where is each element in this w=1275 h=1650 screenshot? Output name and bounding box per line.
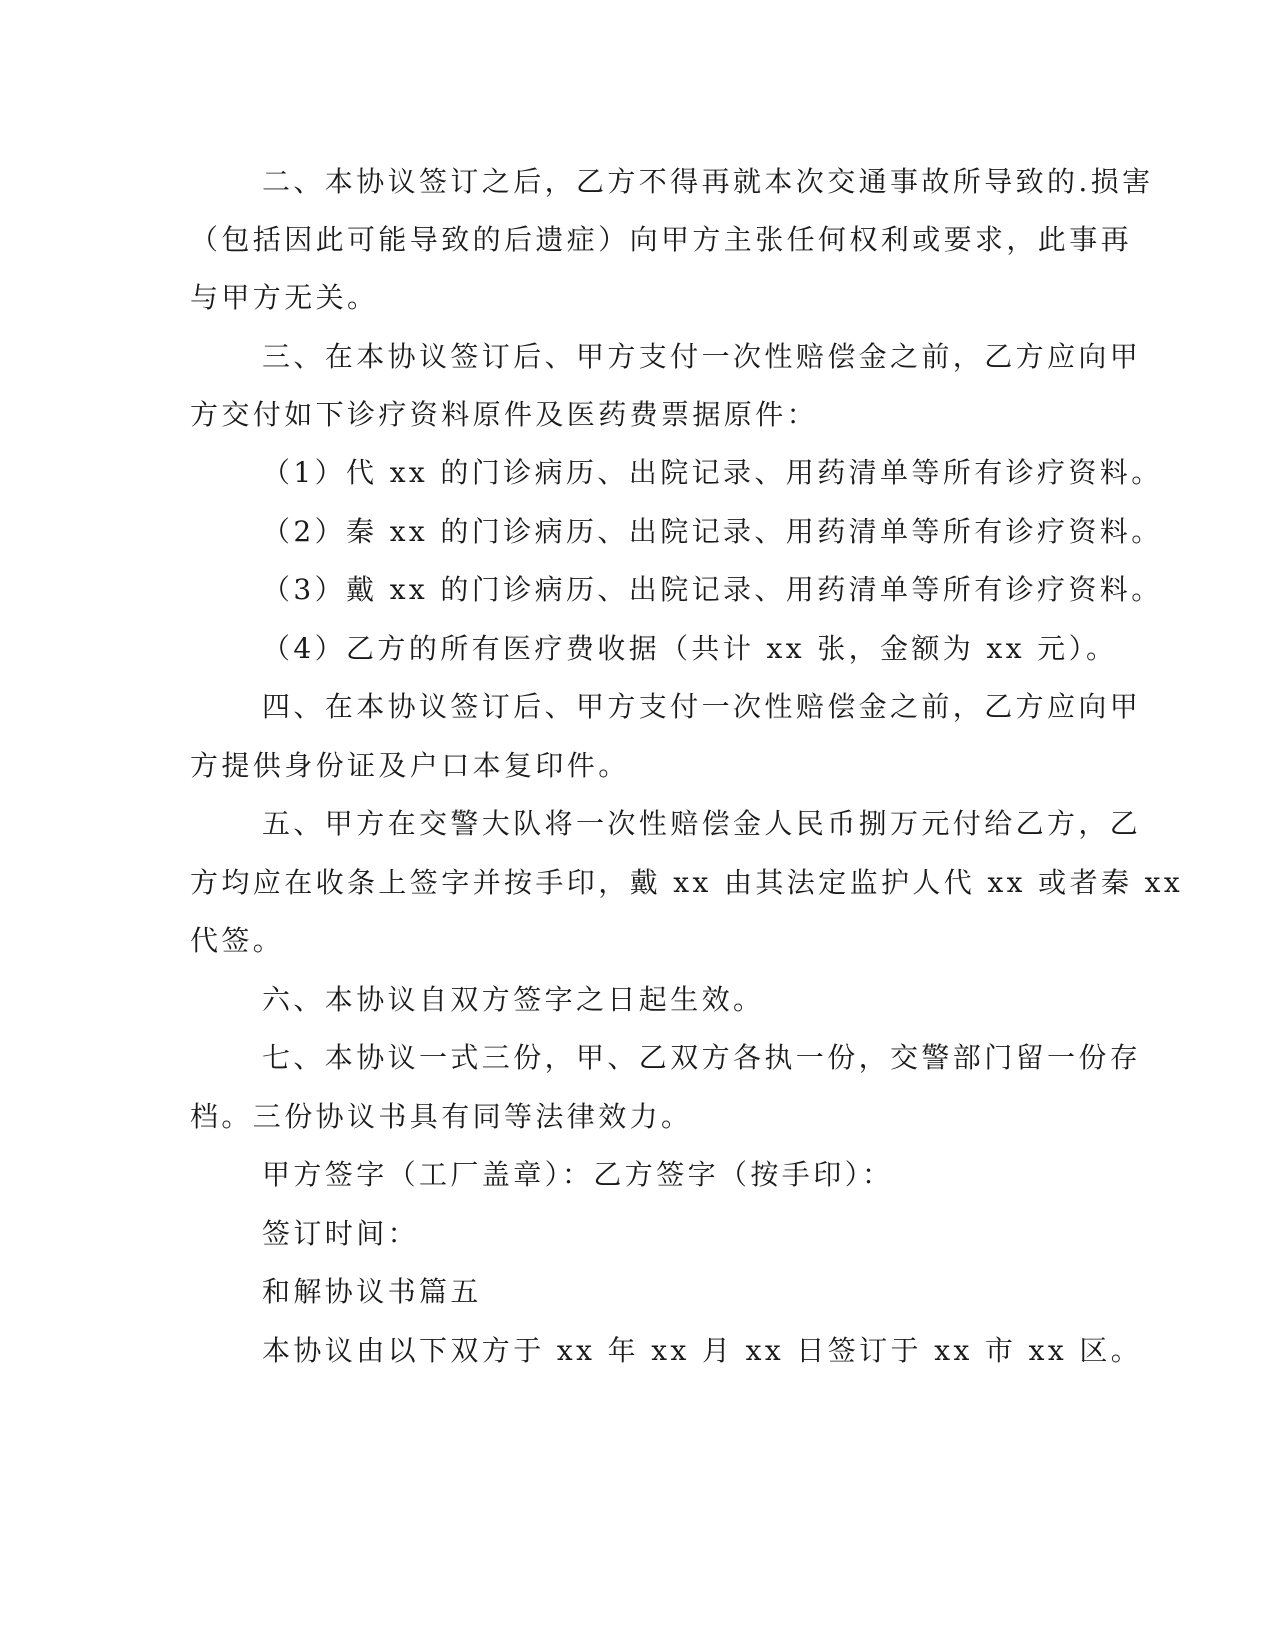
- paragraph-line: 代签。: [190, 924, 285, 957]
- paragraph-line: 七、本协议一式三份，甲、乙双方各执一份，交警部门留一份存: [262, 1041, 1142, 1074]
- section-title: 和解协议书篇五: [262, 1275, 482, 1308]
- list-item: （3）戴 xx 的门诊病历、出院记录、用药清单等所有诊疗资料。: [262, 573, 1163, 606]
- paragraph-line: 二、本协议签订之后，乙方不得再就本次交通事故所导致的.损害: [262, 165, 1154, 198]
- paragraph-line: 方提供身份证及户口本复印件。: [190, 749, 630, 782]
- paragraph-line: 方交付如下诊疗资料原件及医药费票据原件：: [190, 398, 819, 431]
- list-item: （4）乙方的所有医疗费收据（共计 xx 张，金额为 xx 元）。: [262, 632, 1118, 665]
- paragraph-line: 与甲方无关。: [190, 281, 379, 314]
- paragraph-line: 四、在本协议签订后、甲方支付一次性赔偿金之前，乙方应向甲: [262, 690, 1142, 723]
- signature-line: 甲方签字（工厂盖章）：乙方签字（按手印）：: [262, 1158, 894, 1191]
- paragraph-line: （包括因此可能导致的后遗症）向甲方主张任何权利或要求，此事再: [190, 223, 1133, 256]
- paragraph-line: 档。三份协议书具有同等法律效力。: [190, 1100, 693, 1133]
- paragraph-line: 三、在本协议签订后、甲方支付一次性赔偿金之前，乙方应向甲: [262, 340, 1142, 373]
- list-item: （1）代 xx 的门诊病历、出院记录、用药清单等所有诊疗资料。: [262, 456, 1163, 489]
- paragraph-line: 本协议由以下双方于 xx 年 xx 月 xx 日签订于 xx 市 xx 区。: [262, 1334, 1143, 1367]
- signing-date-line: 签订时间：: [262, 1217, 420, 1250]
- paragraph-line: 六、本协议自双方签字之日起生效。: [262, 983, 765, 1016]
- list-item: （2）秦 xx 的门诊病历、出院记录、用药清单等所有诊疗资料。: [262, 515, 1163, 548]
- paragraph-line: 方均应在收条上签字并按手印，戴 xx 由其法定监护人代 xx 或者秦 xx: [190, 866, 1184, 899]
- paragraph-line: 五、甲方在交警大队将一次性赔偿金人民币捌万元付给乙方，乙: [262, 807, 1142, 840]
